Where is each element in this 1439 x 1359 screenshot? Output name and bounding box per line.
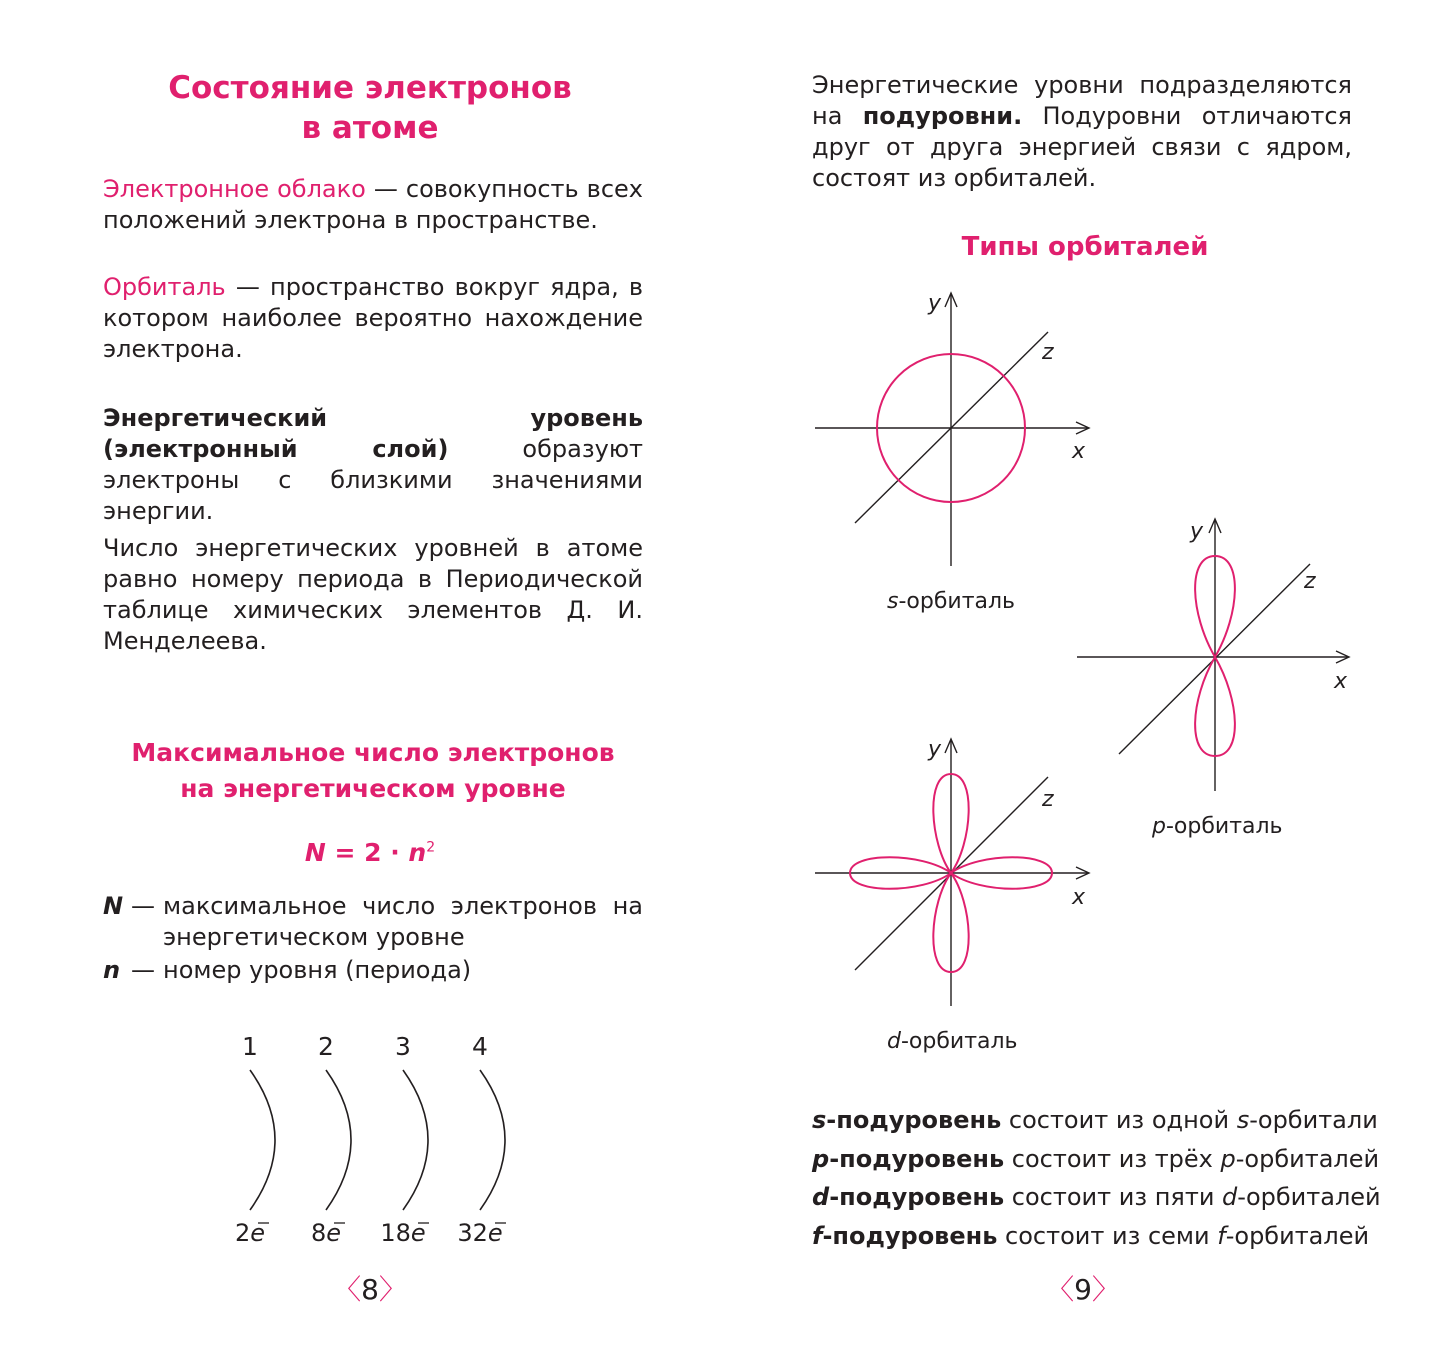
symbol-n: n [103, 956, 121, 984]
sublevel-tail: -орбиталей [1237, 1183, 1381, 1211]
level-number: 1 [242, 1032, 258, 1061]
dash: — [131, 892, 155, 920]
caption-text: -орбиталь [1165, 814, 1283, 839]
sublevel-text: состоит из семи [997, 1222, 1218, 1250]
intro-text-2: Подуровни отличаются друг от друга энергией связи с ядром, состоят из орбиталей. [812, 102, 1352, 192]
axis-y-label: y [928, 737, 942, 762]
sublevel-tail: -орбитали [1249, 1106, 1378, 1134]
axis-x-label: x [1072, 439, 1086, 464]
definition-orbital [103, 272, 643, 365]
level-4 [457, 1032, 506, 1247]
axis-z-label: z [1042, 340, 1054, 365]
intro-term: подуровни. [862, 102, 1023, 130]
dash: — [131, 956, 155, 984]
definition-n-text: номер уровня (периода) [163, 956, 472, 984]
bracket-right-icon: 〉 [1091, 1273, 1120, 1306]
sublevel-d [812, 1183, 1381, 1211]
bracket-left-icon: 〈 [333, 1273, 362, 1306]
sublevel-term: -подуровень [829, 1145, 1005, 1173]
title-line-2: в атоме [301, 110, 439, 146]
orbital-letter: f [1217, 1222, 1226, 1250]
section-subtitle [118, 735, 628, 807]
level-number: 3 [395, 1032, 411, 1061]
sublevel-term: -подуровень [829, 1183, 1005, 1211]
s-orbital-caption [887, 589, 1015, 614]
formula [260, 838, 480, 867]
term-electron-cloud: Электронное облако [103, 175, 366, 203]
caption-text: -орбиталь [900, 1029, 1018, 1054]
sublevel-letter: d [812, 1183, 830, 1211]
p-orbital-diagram [1072, 514, 1362, 804]
bracket-left-icon: 〈 [1046, 1273, 1075, 1306]
definition-energy-level [103, 403, 643, 527]
definition-text: образуют электроны с близкими значениями энергии. [103, 435, 643, 525]
formula-exponent: 2 [426, 839, 436, 856]
level-arc [250, 1070, 275, 1210]
sublevels-intro [812, 70, 1352, 194]
caption-letter: s [887, 589, 899, 614]
level-arc [480, 1070, 505, 1210]
level-arc [326, 1070, 351, 1210]
axis-z-label: z [1042, 787, 1054, 812]
subtitle-line-1: Максимальное число электронов [131, 738, 615, 767]
term-orbital: Орбиталь [103, 273, 226, 301]
axis-x-label: x [1334, 669, 1348, 694]
level-2 [311, 1032, 351, 1247]
caption-text: -орбиталь [898, 589, 1016, 614]
definition-text: — совокупность всех положений электрона в пространстве. [103, 175, 643, 234]
level-1 [235, 1032, 275, 1247]
sublevel-tail: -орбиталей [1225, 1222, 1370, 1250]
level-arc [403, 1070, 428, 1210]
sublevel-term: -подуровень [826, 1106, 1002, 1134]
orbital-letter: s [1236, 1106, 1250, 1134]
page-number-right [1023, 1268, 1143, 1308]
intro-text: Энергетические уровни подразделяются на [812, 71, 1352, 130]
axis-z-label: z [1304, 569, 1316, 594]
level-3 [380, 1032, 429, 1247]
p-orbital-caption [1152, 814, 1283, 839]
d-orbital-diagram [810, 734, 1100, 1014]
level-number: 4 [472, 1032, 488, 1061]
sublevel-f [812, 1222, 1369, 1250]
bracket-right-icon: 〉 [378, 1273, 407, 1306]
levels-count-note [103, 533, 643, 657]
axis-y-label: y [928, 291, 942, 316]
page-number: 8 [361, 1273, 379, 1306]
caption-letter: p [1152, 814, 1166, 839]
sublevel-tail: -орбиталей [1235, 1145, 1380, 1173]
level-count: 32e [457, 1219, 503, 1247]
caption-letter: d [887, 1029, 901, 1054]
orbital-letter: d [1222, 1183, 1238, 1211]
sublevel-text: состоит из пяти [1004, 1183, 1223, 1211]
sublevel-p [812, 1145, 1379, 1173]
definition-N [103, 891, 643, 953]
page-number: 9 [1074, 1273, 1092, 1306]
d-orbital-caption [887, 1029, 1018, 1054]
sublevel-letter: f [812, 1222, 823, 1250]
formula-mid: = 2 · [325, 838, 409, 867]
page-title [140, 68, 600, 148]
term-energy-level: Энергетический уровень (электронный слой) [103, 404, 643, 463]
sublevel-term: -подуровень [822, 1222, 998, 1250]
page-number-left [310, 1268, 430, 1308]
definition-text: — пространство вокруг ядра, в котором наиболее вероятно нахождение электрона. [103, 273, 643, 363]
s-orbital-diagram [810, 288, 1100, 578]
note-text: Число энергетических уровней в атоме равно номеру периода в Периодической таблице химических элементов Д. И. Менделеева. [103, 534, 643, 655]
level-number: 2 [318, 1032, 334, 1061]
level-count: 2e [234, 1219, 266, 1247]
symbol-N: N [103, 892, 124, 920]
orbitals-title: Типы орбиталей [961, 232, 1209, 262]
subtitle-line-2: на энергетическом уровне [180, 774, 566, 803]
sublevel-text: состоит из трёх [1004, 1145, 1221, 1173]
sublevel-letter: p [812, 1145, 830, 1173]
sublevel-text: состоит из одной [1001, 1106, 1237, 1134]
formula-n: n [408, 838, 427, 867]
sublevel-letter: s [812, 1106, 827, 1134]
level-count: 8e [310, 1219, 342, 1247]
formula-N: N [304, 838, 326, 867]
definition-electron-cloud [103, 174, 643, 236]
level-count: 18e [380, 1219, 426, 1247]
title-line-1: Состояние электронов [168, 70, 572, 106]
energy-levels-diagram [200, 1025, 540, 1255]
sublevel-s [812, 1106, 1378, 1134]
definition-N-text: максимальное число электронов на энергетическом уровне [163, 892, 643, 951]
axis-y-label: y [1190, 519, 1204, 544]
orbital-letter: p [1220, 1145, 1236, 1173]
definition-n [103, 955, 643, 986]
axis-x-label: x [1072, 885, 1086, 910]
